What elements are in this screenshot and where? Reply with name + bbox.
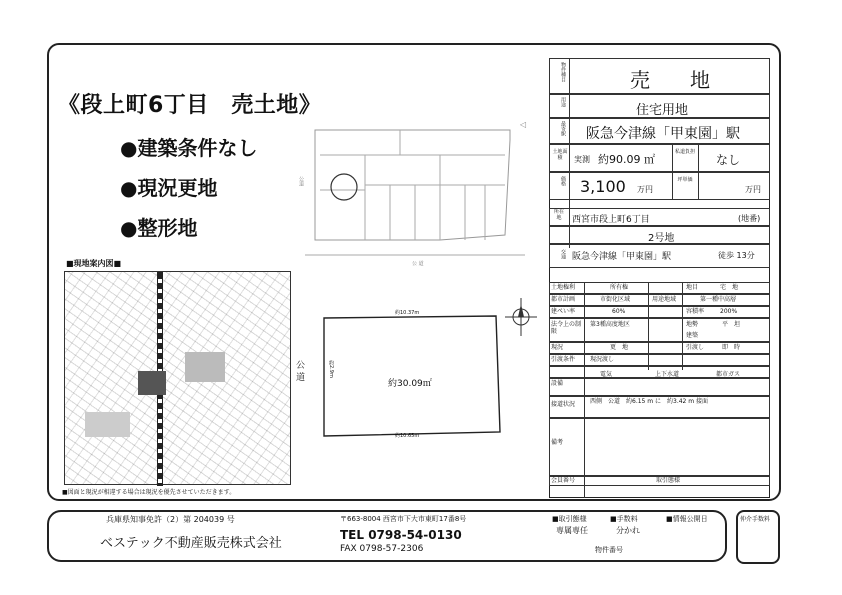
footer-postal: 〒663-8004 西宮市下大市東町17番8号 <box>340 515 467 523</box>
map-block <box>85 412 130 437</box>
lot-top-dim: 約10.37m <box>395 310 420 316</box>
label-deal: 取引態様 <box>656 477 681 484</box>
site-plan <box>300 115 530 270</box>
map-block <box>185 352 225 382</box>
label-far: 容積率 <box>686 308 705 315</box>
value-chimoku: 宅 地 <box>720 284 739 291</box>
value-lot-number: 2号地 <box>648 233 675 244</box>
footer-fee-value: 分かれ <box>616 526 640 535</box>
value-status: 更 地 <box>610 344 629 351</box>
label-rights: 土地権利 <box>551 284 576 291</box>
footer-company: ベステック不動産販売株式会社 <box>100 536 282 551</box>
footer-tel: TEL 0798-54-0130 <box>340 528 462 542</box>
land-sub: 実測 <box>574 155 590 164</box>
small-arrow-icon: ◁ <box>520 120 527 129</box>
value-rights: 所有権 <box>610 284 629 291</box>
value-gas: 都市ガス <box>716 371 741 378</box>
map-section-label: ■現地案内図■ <box>66 259 122 268</box>
value-use: 住宅用地 <box>636 103 689 118</box>
label-remarks: 備考 <box>551 439 564 446</box>
feature-2: ●現況更地 <box>120 176 218 200</box>
label-facilities: 設備 <box>551 380 564 387</box>
value-elec: 電気 <box>600 371 613 378</box>
label-status: 現況 <box>551 344 564 351</box>
lot-side-dim: 約2.9m <box>328 360 334 378</box>
value-walk: 徒歩 13分 <box>718 251 755 260</box>
value-road-contact: 西側 公道 約6.15 m に 約3.42 m 接面 <box>590 398 709 405</box>
value-access: 阪急今津線「甲東園」駅 <box>572 252 672 262</box>
value-address: 西宮市段上町6丁目 <box>572 215 650 225</box>
label-zoning: 用途地域 <box>652 296 677 303</box>
label-road-contact: 接道状況 <box>551 401 576 408</box>
map-target-marker <box>138 371 166 395</box>
value-restrict: 第3種高度地区 <box>590 321 630 328</box>
value-zoning: 第一種中高層 <box>700 296 737 303</box>
price-unit: 万円 <box>637 185 653 194</box>
value-land: 約90.09 ㎡ <box>598 153 655 166</box>
stamp-box-label: 仲介手数料 <box>740 516 771 523</box>
label-restrict: 法令上の制限 <box>551 321 582 335</box>
lot-plan <box>310 300 510 450</box>
value-far: 200% <box>720 308 738 315</box>
lot-road-label: 公 道 <box>296 361 306 383</box>
value-terrain: 平 坦 <box>722 321 741 328</box>
value-city: 市街化区域 <box>600 296 631 303</box>
value-condition: 現況渡し <box>590 356 615 363</box>
value-water: 上下水道 <box>655 371 680 378</box>
footer-deal-value: 専属専任 <box>556 526 588 535</box>
value-price: 3,100 <box>580 177 626 196</box>
label-condition: 引渡条件 <box>551 356 576 363</box>
feature-3: ●整形地 <box>120 216 198 240</box>
label-address: 所在地 <box>553 209 564 221</box>
label-use: 用途 <box>560 97 566 107</box>
label-city: 都市計画 <box>551 296 576 303</box>
value-delivery: 即 時 <box>722 344 741 351</box>
label-bcr: 建ぺい率 <box>551 308 576 315</box>
label-line: 最寄駅 <box>560 121 566 136</box>
label-type: 物件種目 <box>560 62 566 82</box>
lot-bottom-dim: 約10.65m <box>395 433 420 439</box>
label-builder: 建築 <box>686 332 699 339</box>
label-delivery: 引渡し <box>686 344 705 351</box>
site-west-road: 公道 <box>298 176 304 186</box>
label-access: 交通 <box>560 249 566 259</box>
value-private-road: なし <box>716 153 741 167</box>
value-bcr: 60% <box>612 308 626 315</box>
footer-fax: FAX 0798-57-2306 <box>340 544 424 554</box>
value-line: 阪急今津線「甲東園」駅 <box>586 126 740 142</box>
label-land: 土地面積 <box>552 149 568 161</box>
lot-area: 約30.09㎡ <box>388 379 432 389</box>
footer-fee: ■手数料 <box>610 515 638 523</box>
feature-1: ●建築条件なし <box>120 136 258 160</box>
notice-text: ■図面と現況が相違する場合は現況を優先させていただきます。 <box>62 489 236 496</box>
tsubo-unit: 万円 <box>745 185 761 194</box>
label-private-road: 私道負担 <box>674 149 695 155</box>
label-price: 価格 <box>560 176 566 186</box>
label-manager: 会員番号 <box>551 477 576 484</box>
footer-license: 兵庫県知事免許（2）第 204039 号 <box>106 515 235 524</box>
footer-deal: ■取引態様 <box>552 515 587 523</box>
site-road-label: 公 道 <box>412 261 424 267</box>
headline: 《段上町6丁目 売土地》 <box>58 93 322 118</box>
address-note: (地番) <box>738 214 761 223</box>
label-chimoku: 地目 <box>686 284 699 291</box>
footer-info-date: ■情報公開日 <box>666 515 708 523</box>
footer-property-no: 物件番号 <box>595 546 623 554</box>
label-terrain: 地勢 <box>686 321 699 328</box>
label-tsubo: 坪単価 <box>677 177 693 183</box>
value-type: 売 地 <box>630 68 710 92</box>
location-map <box>64 271 291 485</box>
